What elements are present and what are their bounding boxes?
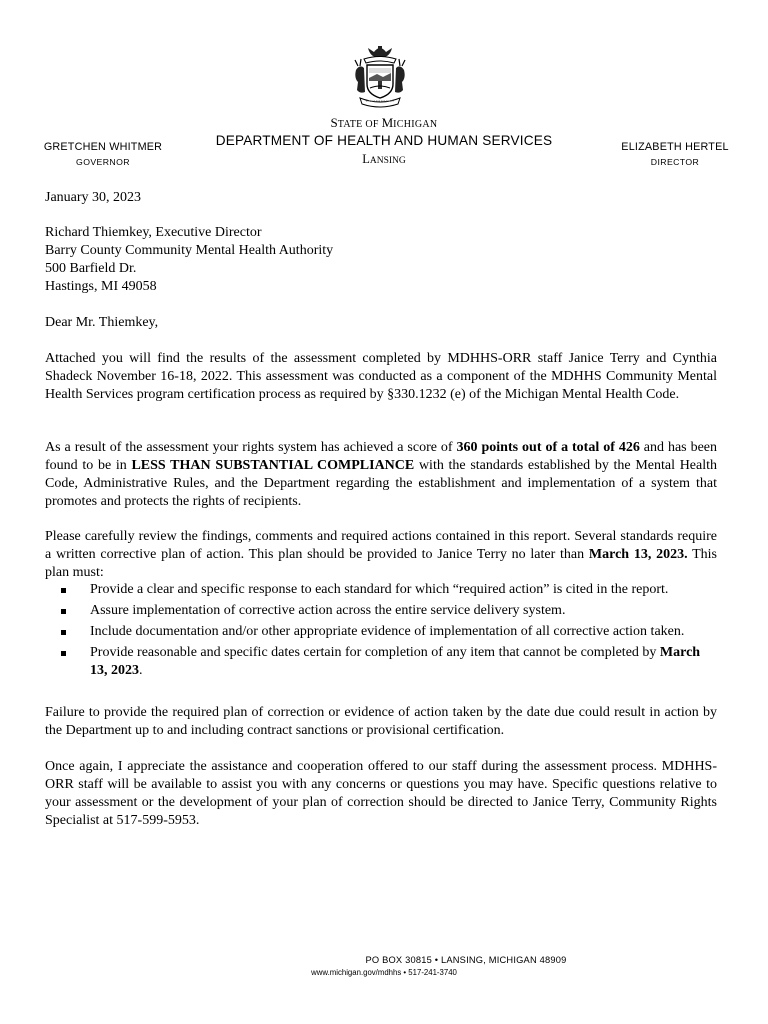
department-heading: DEPARTMENT OF HEALTH AND HUMAN SERVICES (215, 133, 553, 148)
paragraph-review (45, 528, 717, 582)
address-line: 500 Barfield Dr. (45, 261, 137, 276)
address-line: Barry County Community Mental Health Authority (45, 243, 334, 258)
michigan-rest: ICHIGAN (393, 119, 438, 130)
score-end: with the standards established by the Mental Health Code, Administrative Rules, and the Department regarding the establishment and implementation of a system that promotes and protects the rights of recipients. (45, 458, 718, 509)
address-line: Hastings, MI 49058 (45, 279, 157, 294)
state-cap-letter: S (330, 115, 338, 130)
state-rest: TATE OF (337, 119, 382, 130)
state-heading (0, 115, 768, 131)
governor-title: GOVERNOR (76, 157, 130, 167)
paragraph-assessment-results: Attached you will find the results of the assessment completed by MDHHS-ORR staff Janice Terry and Cynthia Shadeck November 16-18, 2022. This assessment was conducted as a component of the MDHHS Community Mental Health Services program certification process as required by §330.1232 (e) of the Michigan Mental Health Code. (45, 351, 717, 402)
director-block (616, 141, 734, 167)
req4-date: March 13, 2023 (90, 645, 701, 678)
recipient-address (45, 224, 717, 296)
req4-end: . (139, 663, 143, 678)
director-title: DIRECTOR (650, 157, 700, 167)
director-name: ELIZABETH HERTEL (621, 141, 729, 153)
letter-date: January 30, 2023 (45, 190, 142, 205)
score-intro: As a result of the assessment your rights system has achieved a score of (45, 440, 457, 455)
governor-block (40, 141, 166, 167)
city-rest: ANSING (369, 156, 406, 166)
review-end: This plan must: (45, 547, 717, 580)
req4-text: Provide reasonable and specific dates certain for completion of any item that cannot be completed by (90, 645, 660, 660)
score-value: 360 points out of a total of 426 (456, 440, 640, 455)
michigan-cap-letter: M (381, 115, 394, 130)
list-item (58, 644, 718, 680)
score-mid: and has been found to be in (45, 440, 718, 473)
list-item: Assure implementation of corrective action across the entire service delivery system. (58, 602, 718, 620)
footer-address: PO BOX 30815 • LANSING, MICHIGAN 48909 (365, 955, 567, 965)
paragraph-score (45, 439, 717, 511)
paragraph-closing: Once again, I appreciate the assistance and cooperation offered to our staff during the assessment process. MDHHS-ORR staff will be available to assist you with any concerns or questions you may have. Specific questions relative to your assessment or the development of your plan of correction should be directed to Janice Terry, Community Rights Specialist at 517-599-5953. (45, 759, 717, 828)
footer-contact: www.michigan.gov/mdhhs • 517-241-3740 (311, 968, 457, 977)
paragraph-failure: Failure to provide the required plan of correction or evidence of action taken by the date due could result in action by the Department up to and including contract sanctions or provisional certification. (45, 705, 717, 738)
michigan-state-seal-icon (352, 44, 408, 110)
city-cap-letter: L (362, 152, 370, 166)
salutation: Dear Mr. Thiemkey, (45, 315, 159, 330)
due-date: March 13, 2023. (588, 547, 688, 562)
review-intro: Please carefully review the findings, comments and required actions contained in this report. Several standards require a written corrective plan of action. This plan should be provided to Janice Terry no later than (45, 529, 717, 562)
compliance-status: LESS THAN SUBSTANTIAL COMPLIANCE (131, 458, 415, 473)
list-item: Provide a clear and specific response to each standard for which “required action” is cited in the report. (58, 581, 718, 599)
requirements-list (58, 581, 718, 683)
address-line: Richard Thiemkey, Executive Director (45, 225, 262, 240)
list-item: Include documentation and/or other appropriate evidence of implementation of all corrective action taken. (58, 623, 718, 641)
governor-name: GRETCHEN WHITMER (43, 141, 163, 153)
